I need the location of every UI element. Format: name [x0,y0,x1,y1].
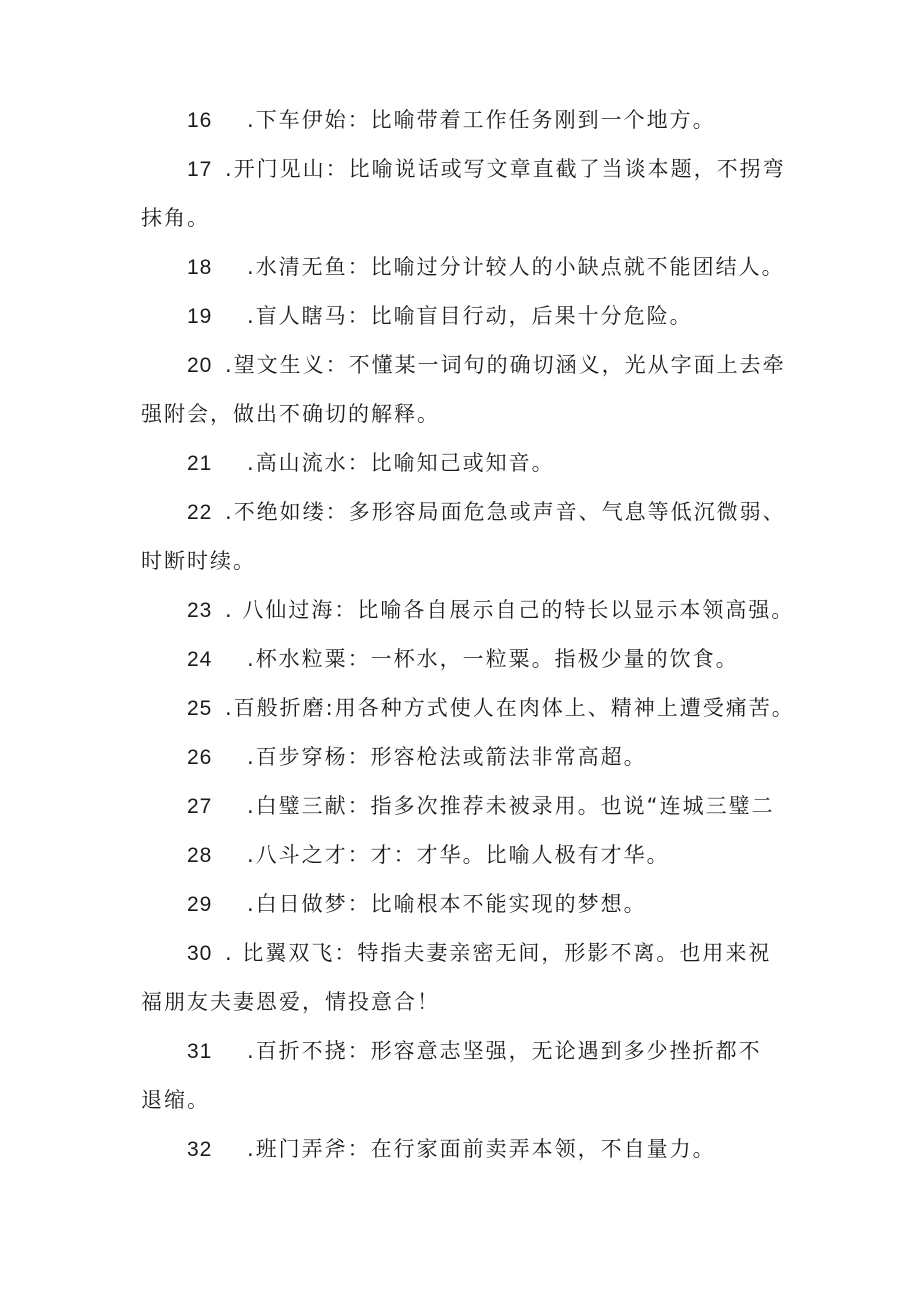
entry-first-line [141,1027,791,1076]
entry-separator: . [247,304,256,328]
entry-first-line [141,831,791,880]
list-item [141,243,791,292]
entry-text: 班门弄斧：在行家面前卖弄本领，不自量力。 [255,1137,716,1161]
entry-number: 32 [187,1138,213,1161]
entry-text: 比翼双飞：特指夫妻亲密无间，形影不离。也用来祝 [242,941,772,965]
entry-text: 高山流水：比喻知己或知音。 [255,451,555,475]
entry-number: 27 [187,795,213,818]
list-item [141,292,791,341]
entry-separator: . [247,108,256,132]
entry-text: 盲人瞎马：比喻盲目行动，后果十分危险。 [255,304,693,328]
entry-first-line [141,586,795,635]
entry-separator: . [247,1039,256,1063]
entry-separator: . [225,353,234,377]
idiom-list [141,96,795,1174]
entry-separator: . [225,941,243,965]
entry-first-line [141,929,791,978]
list-item [141,929,791,1027]
entry-first-line [141,684,795,733]
entry-separator: . [247,1137,256,1161]
entry-separator: . [247,647,256,671]
entry-number: 24 [187,648,213,671]
entry-first-line [141,880,791,929]
entry-number: 29 [187,893,213,916]
entry-first-line [141,488,791,537]
list-item [141,1125,791,1174]
entry-first-line [141,782,791,831]
entry-first-line [141,96,791,145]
entry-first-line [141,439,791,488]
entry-first-line [141,292,791,341]
list-item [141,684,795,733]
entry-continuation: 强附会，做出不确切的解释。 [141,402,440,426]
entry-text: 白日做梦：比喻根本不能实现的梦想。 [255,892,647,916]
entry-text: 水清无鱼：比喻过分计较人的小缺点就不能团结人。 [255,255,785,279]
list-item [141,145,791,243]
list-item [141,96,791,145]
entry-separator: . [247,745,256,769]
entry-continuation: 福朋友夫妻恩爱，情投意合！ [141,990,440,1014]
entry-number: 31 [187,1040,213,1063]
entry-text: 望文生义：不懂某一词句的确切涵义，光从字面上去牵 [233,353,786,377]
entry-separator: . [225,500,234,524]
entry-separator: . [247,451,256,475]
entry-number: 30 [187,942,213,965]
list-item [141,831,791,880]
entry-number: 25 [187,697,213,720]
entry-separator: . [225,598,243,622]
entry-separator: . [225,157,234,181]
entry-separator: . [225,696,234,720]
entry-text: 百折不挠：形容意志坚强，无论遇到多少挫折都不 [255,1039,762,1063]
entry-number: 28 [187,844,213,867]
entry-text: 八斗之才：才：才华。比喻人极有才华。 [255,843,670,867]
entry-number: 16 [187,109,213,132]
entry-first-line [141,341,791,390]
entry-first-line [141,635,791,684]
entry-number: 17 [187,158,213,181]
entry-separator: . [247,794,256,818]
entry-separator: . [247,843,256,867]
list-item [141,586,795,635]
entry-number: 26 [187,746,213,769]
entry-first-line [141,145,791,194]
entry-separator: . [247,892,256,916]
entry-number: 18 [187,256,213,279]
entry-first-line [141,243,791,292]
list-item [141,635,791,684]
list-item [141,880,791,929]
list-item [141,1027,791,1125]
entry-text: 百步穿杨：形容枪法或箭法非常高超。 [255,745,647,769]
entry-number: 20 [187,354,213,377]
entry-text: 不绝如缕：多形容局面危急或声音、气息等低沉微弱、 [233,500,786,524]
entry-text: 百般折磨:用各种方式使人在肉体上、精神上遭受痛苦。 [233,696,795,720]
entry-continuation: 抹角。 [141,206,210,230]
entry-number: 22 [187,501,213,524]
entry-first-line [141,733,791,782]
entry-text: 八仙过海：比喻各自展示自己的特长以显示本领高强。 [242,598,795,622]
entry-separator: . [247,255,256,279]
list-item [141,782,791,831]
list-item [141,488,791,586]
list-item [141,341,791,439]
list-item [141,733,791,782]
entry-number: 23 [187,599,213,622]
list-item [141,439,791,488]
entry-text: 下车伊始：比喻带着工作任务刚到一个地方。 [255,108,716,132]
entry-number: 19 [187,305,213,328]
entry-text: 开门见山：比喻说话或写文章直截了当谈本题，不拐弯 [233,157,786,181]
entry-text: 白璧三献：指多次推荐未被录用。也说“连城三璧二 [255,794,775,818]
entry-continuation: 退缩。 [141,1088,210,1112]
entry-continuation: 时断时续。 [141,549,256,573]
entry-number: 21 [187,452,213,475]
entry-first-line [141,1125,791,1174]
entry-text: 杯水粒粟：一杯水，一粒粟。指极少量的饮食。 [255,647,739,671]
